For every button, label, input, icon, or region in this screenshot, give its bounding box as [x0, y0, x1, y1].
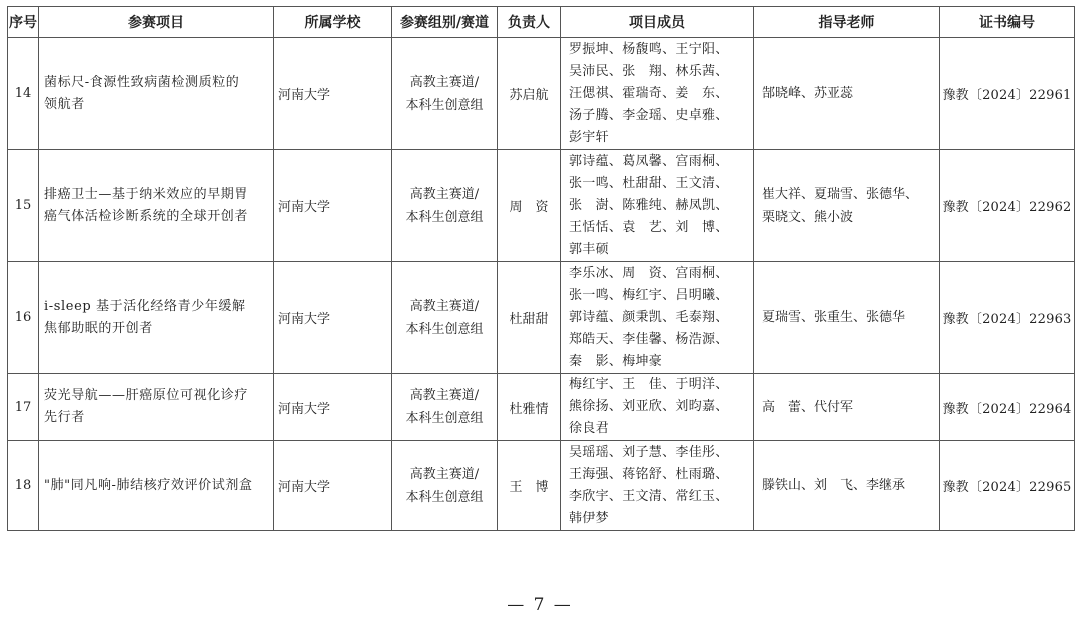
cell-leader: 周 资: [498, 150, 561, 262]
cell-track: [392, 38, 498, 150]
cell-members: [561, 441, 754, 531]
cell-cert: 豫教〔2024〕22961: [940, 38, 1075, 150]
advisor-line: 高 蕾、代付军: [762, 399, 854, 415]
header-row: [8, 7, 1075, 38]
cell-track: [392, 441, 498, 531]
cell-school: 河南大学: [274, 38, 392, 150]
members-line: 李欣宇、王文清、常红玉、: [569, 488, 729, 504]
members-line: 秦 影、梅坤豪: [569, 353, 663, 369]
cell-project: [39, 262, 274, 374]
cell-advisor: [754, 38, 940, 150]
members-line: 郭丰硕: [569, 241, 609, 257]
advisor-line: 崔大祥、夏瑞雪、张德华、: [762, 186, 919, 202]
table-row: [8, 38, 1075, 150]
cell-advisor: [754, 150, 940, 262]
members-line: 梅红宇、王 佳、于明洋、: [569, 377, 729, 392]
project-line: 领航者: [44, 96, 85, 112]
members-line: 徐良君: [569, 421, 609, 436]
members-line: 吴瑶瑶、刘子慧、李佳彤、: [569, 444, 729, 460]
members-line: 李乐冰、周 资、宫雨桐、: [569, 265, 729, 281]
header-num: 序号: [8, 7, 39, 38]
cell-members: [561, 262, 754, 374]
track-line: 本科生创意组: [405, 97, 484, 113]
track-line: 高教主赛道/: [409, 298, 480, 314]
advisor-line: 夏瑞雪、张重生、张德华: [762, 310, 906, 325]
cell-advisor: [754, 262, 940, 374]
track-line: 高教主赛道/: [409, 186, 480, 202]
project-line: 先行者: [44, 410, 85, 425]
members-line: 王海强、蒋铭舒、杜雨璐、: [569, 466, 729, 482]
cell-members: [561, 38, 754, 150]
advisor-line: 滕铁山、刘 飞、李继承: [762, 478, 906, 493]
advisor-line: 郜晓峰、苏亚蕊: [762, 86, 854, 101]
cell-track: [392, 374, 498, 441]
header-track: 参赛组别/赛道: [392, 7, 498, 38]
project-line: 菌标尺-食源性致病菌检测质粒的: [44, 74, 240, 90]
members-line: 郑皓天、李佳馨、杨浩源、: [569, 331, 729, 347]
cell-track: [392, 262, 498, 374]
cell-cert: 豫教〔2024〕22963: [940, 262, 1075, 374]
cell-leader: 杜雅情: [498, 374, 561, 441]
header-leader: 负责人: [498, 7, 561, 38]
cell-num: 17: [8, 374, 39, 441]
cell-members: [561, 374, 754, 441]
members-line: 张一鸣、梅红宇、吕明曦、: [569, 287, 729, 303]
cell-school: 河南大学: [274, 262, 392, 374]
table-row: [8, 441, 1075, 531]
track-line: 本科生创意组: [405, 321, 484, 337]
cell-advisor: [754, 441, 940, 531]
members-line: 张一鸣、杜甜甜、王文清、: [569, 175, 729, 191]
cell-leader: 苏启航: [498, 38, 561, 150]
track-line: 高教主赛道/: [409, 466, 480, 482]
cell-cert: 豫教〔2024〕22965: [940, 441, 1075, 531]
members-line: 郭诗蕴、葛凤馨、宫雨桐、: [569, 153, 729, 169]
header-project: 参赛项目: [39, 7, 274, 38]
members-line: 王恬恬、袁 艺、刘 博、: [569, 219, 729, 235]
cell-num: 18: [8, 441, 39, 531]
members-line: 吴沛民、张 翔、林乐茜、: [569, 63, 729, 79]
cell-leader: 王 博: [498, 441, 561, 531]
project-line: 癌气体活检诊断系统的全球开创者: [44, 208, 249, 224]
members-line: 郭诗蕴、颜秉凯、毛泰翔、: [569, 309, 729, 325]
cell-num: 16: [8, 262, 39, 374]
cell-leader: 杜甜甜: [498, 262, 561, 374]
members-line: 彭宇轩: [569, 129, 609, 145]
header-advisor: 指导老师: [754, 7, 940, 38]
cell-advisor: [754, 374, 940, 441]
cell-members: [561, 150, 754, 262]
members-line: 张 澍、陈雅纯、赫凤凯、: [569, 197, 729, 213]
project-line: 焦郁助眠的开创者: [44, 320, 153, 336]
members-line: 罗振坤、杨馥鸣、王宁阳、: [569, 41, 729, 57]
table-row: [8, 374, 1075, 441]
table-header: [8, 7, 1075, 38]
track-line: 高教主赛道/: [409, 388, 480, 403]
cell-cert: 豫教〔2024〕22962: [940, 150, 1075, 262]
track-line: 本科生创意组: [405, 209, 484, 225]
table-row: [8, 150, 1075, 262]
table-body: [8, 38, 1075, 531]
cell-project: [39, 38, 274, 150]
header-members: 项目成员: [561, 7, 754, 38]
project-line: 荧光导航——肝癌原位可视化诊疗: [44, 388, 249, 403]
track-line: 本科生创意组: [405, 411, 484, 426]
members-line: 韩伊梦: [569, 510, 609, 526]
cell-num: 14: [8, 38, 39, 150]
cell-num: 15: [8, 150, 39, 262]
track-line: 高教主赛道/: [409, 74, 480, 90]
cell-school: 河南大学: [274, 374, 392, 441]
header-cert: 证书编号: [940, 7, 1075, 38]
cell-cert: 豫教〔2024〕22964: [940, 374, 1075, 441]
awards-table: [7, 6, 1075, 531]
project-line: "肺"同凡响-肺结核疗效评价试剂盒: [44, 477, 253, 493]
cell-project: [39, 150, 274, 262]
advisor-line: 栗晓文、熊小波: [762, 209, 854, 225]
project-line: 排癌卫士—基于纳米效应的早期胃: [44, 186, 249, 202]
members-line: 熊徐扬、刘亚欣、刘昀嘉、: [569, 399, 729, 414]
cell-school: 河南大学: [274, 441, 392, 531]
page-number: — 7 —: [507, 595, 573, 615]
members-line: 汤子腾、李金瑶、史卓雅、: [569, 107, 729, 123]
cell-project: [39, 441, 274, 531]
members-line: 汪偲祺、霍瑞奇、姜 东、: [569, 85, 729, 101]
header-school: 所属学校: [274, 7, 392, 38]
track-line: 本科生创意组: [405, 489, 484, 505]
cell-project: [39, 374, 274, 441]
cell-track: [392, 150, 498, 262]
project-line: i-sleep 基于活化经络青少年缓解: [44, 298, 246, 314]
cell-school: 河南大学: [274, 150, 392, 262]
table-row: [8, 262, 1075, 374]
